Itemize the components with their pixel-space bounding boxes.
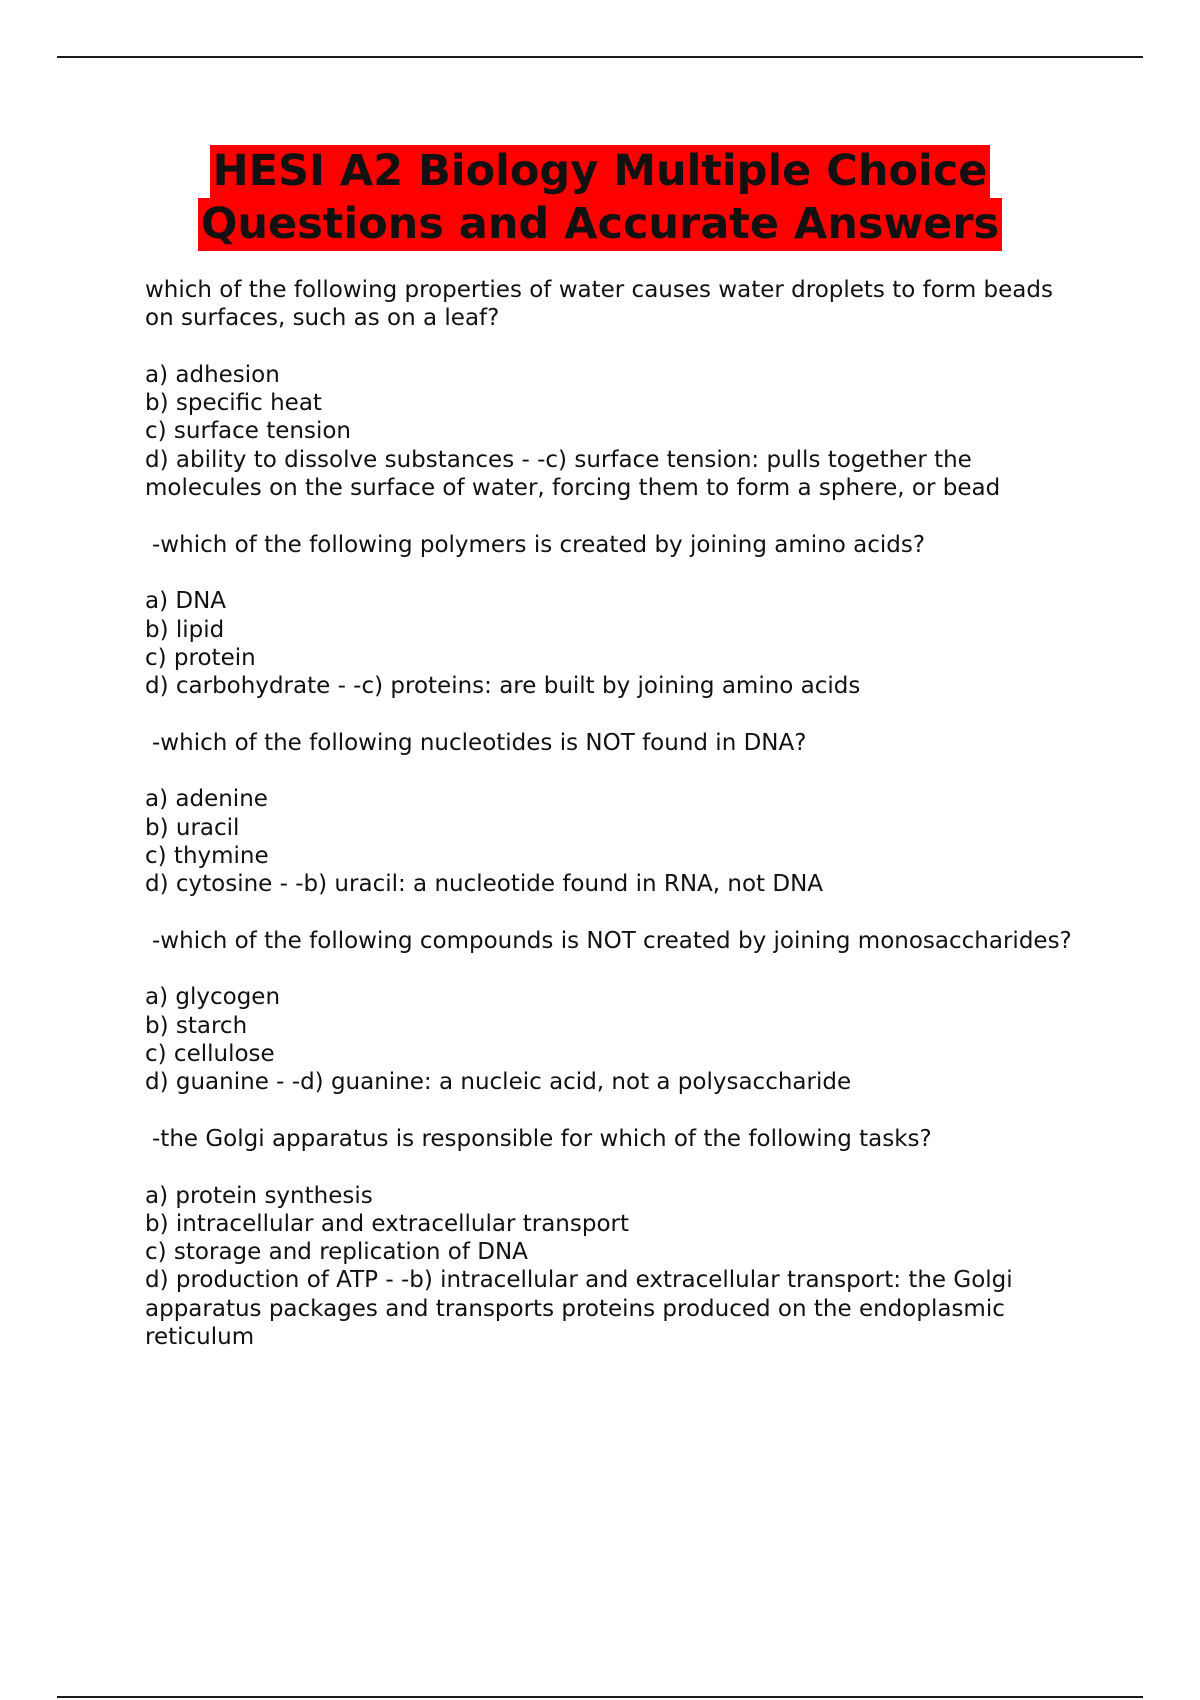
option-b: b) lipid [145, 616, 225, 643]
title-line-1: HESI A2 Biology Multiple Choice [210, 145, 991, 198]
question-list [145, 276, 1075, 1380]
option-c: c) surface tension [145, 418, 352, 445]
option-d-with-answer: d) production of ATP - -b) intracellular and extracellular transport: the Golgi apparatus packages and transports proteins produced on the endoplasmic reticulum [145, 1267, 1013, 1350]
option-d-with-answer: d) ability to dissolve substances - -c) surface tension: pulls together the molecules on the surface of water, forcing them to form a sphere, or bead [145, 446, 1001, 502]
question-5 [145, 1125, 1075, 1351]
question-1 [145, 276, 1075, 502]
option-c: c) thymine [145, 842, 269, 869]
option-d-with-answer: d) guanine - -d) guanine: a nucleic acid, not a polysaccharide [145, 1069, 852, 1096]
option-a: a) DNA [145, 588, 227, 615]
option-c: c) protein [145, 644, 256, 671]
option-a: a) glycogen [145, 984, 281, 1011]
option-b: b) uracil [145, 814, 240, 841]
bottom-rule [57, 1696, 1143, 1698]
option-b: b) intracellular and extracellular transport [145, 1210, 630, 1237]
option-d-with-answer: d) cytosine - -b) uracil: a nucleotide found in RNA, not DNA [145, 871, 824, 898]
question-prompt: which of the following properties of water causes water droplets to form beads on surfaces, such as on a leaf? [145, 277, 1053, 332]
question-prompt: -which of the following nucleotides is NOT found in DNA? [152, 729, 807, 756]
document-title [0, 145, 1200, 251]
option-c: c) cellulose [145, 1041, 275, 1068]
question-3 [145, 729, 1075, 899]
question-2 [145, 531, 1075, 701]
option-a: a) adhesion [145, 361, 280, 388]
title-line-2: Questions and Accurate Answers [198, 198, 1002, 251]
option-b: b) specific heat [145, 390, 322, 417]
option-a: a) protein synthesis [145, 1182, 373, 1209]
question-prompt: -which of the following compounds is NOT created by joining monosaccharides? [152, 927, 1072, 954]
option-c: c) storage and replication of DNA [145, 1239, 528, 1266]
question-prompt: -the Golgi apparatus is responsible for which of the following tasks? [152, 1125, 932, 1152]
question-prompt: -which of the following polymers is created by joining amino acids? [152, 531, 926, 558]
question-4 [145, 927, 1075, 1097]
option-d-with-answer: d) carbohydrate - -c) proteins: are built by joining amino acids [145, 673, 861, 700]
option-a: a) adenine [145, 786, 268, 813]
option-b: b) starch [145, 1012, 248, 1039]
top-rule [57, 56, 1143, 58]
